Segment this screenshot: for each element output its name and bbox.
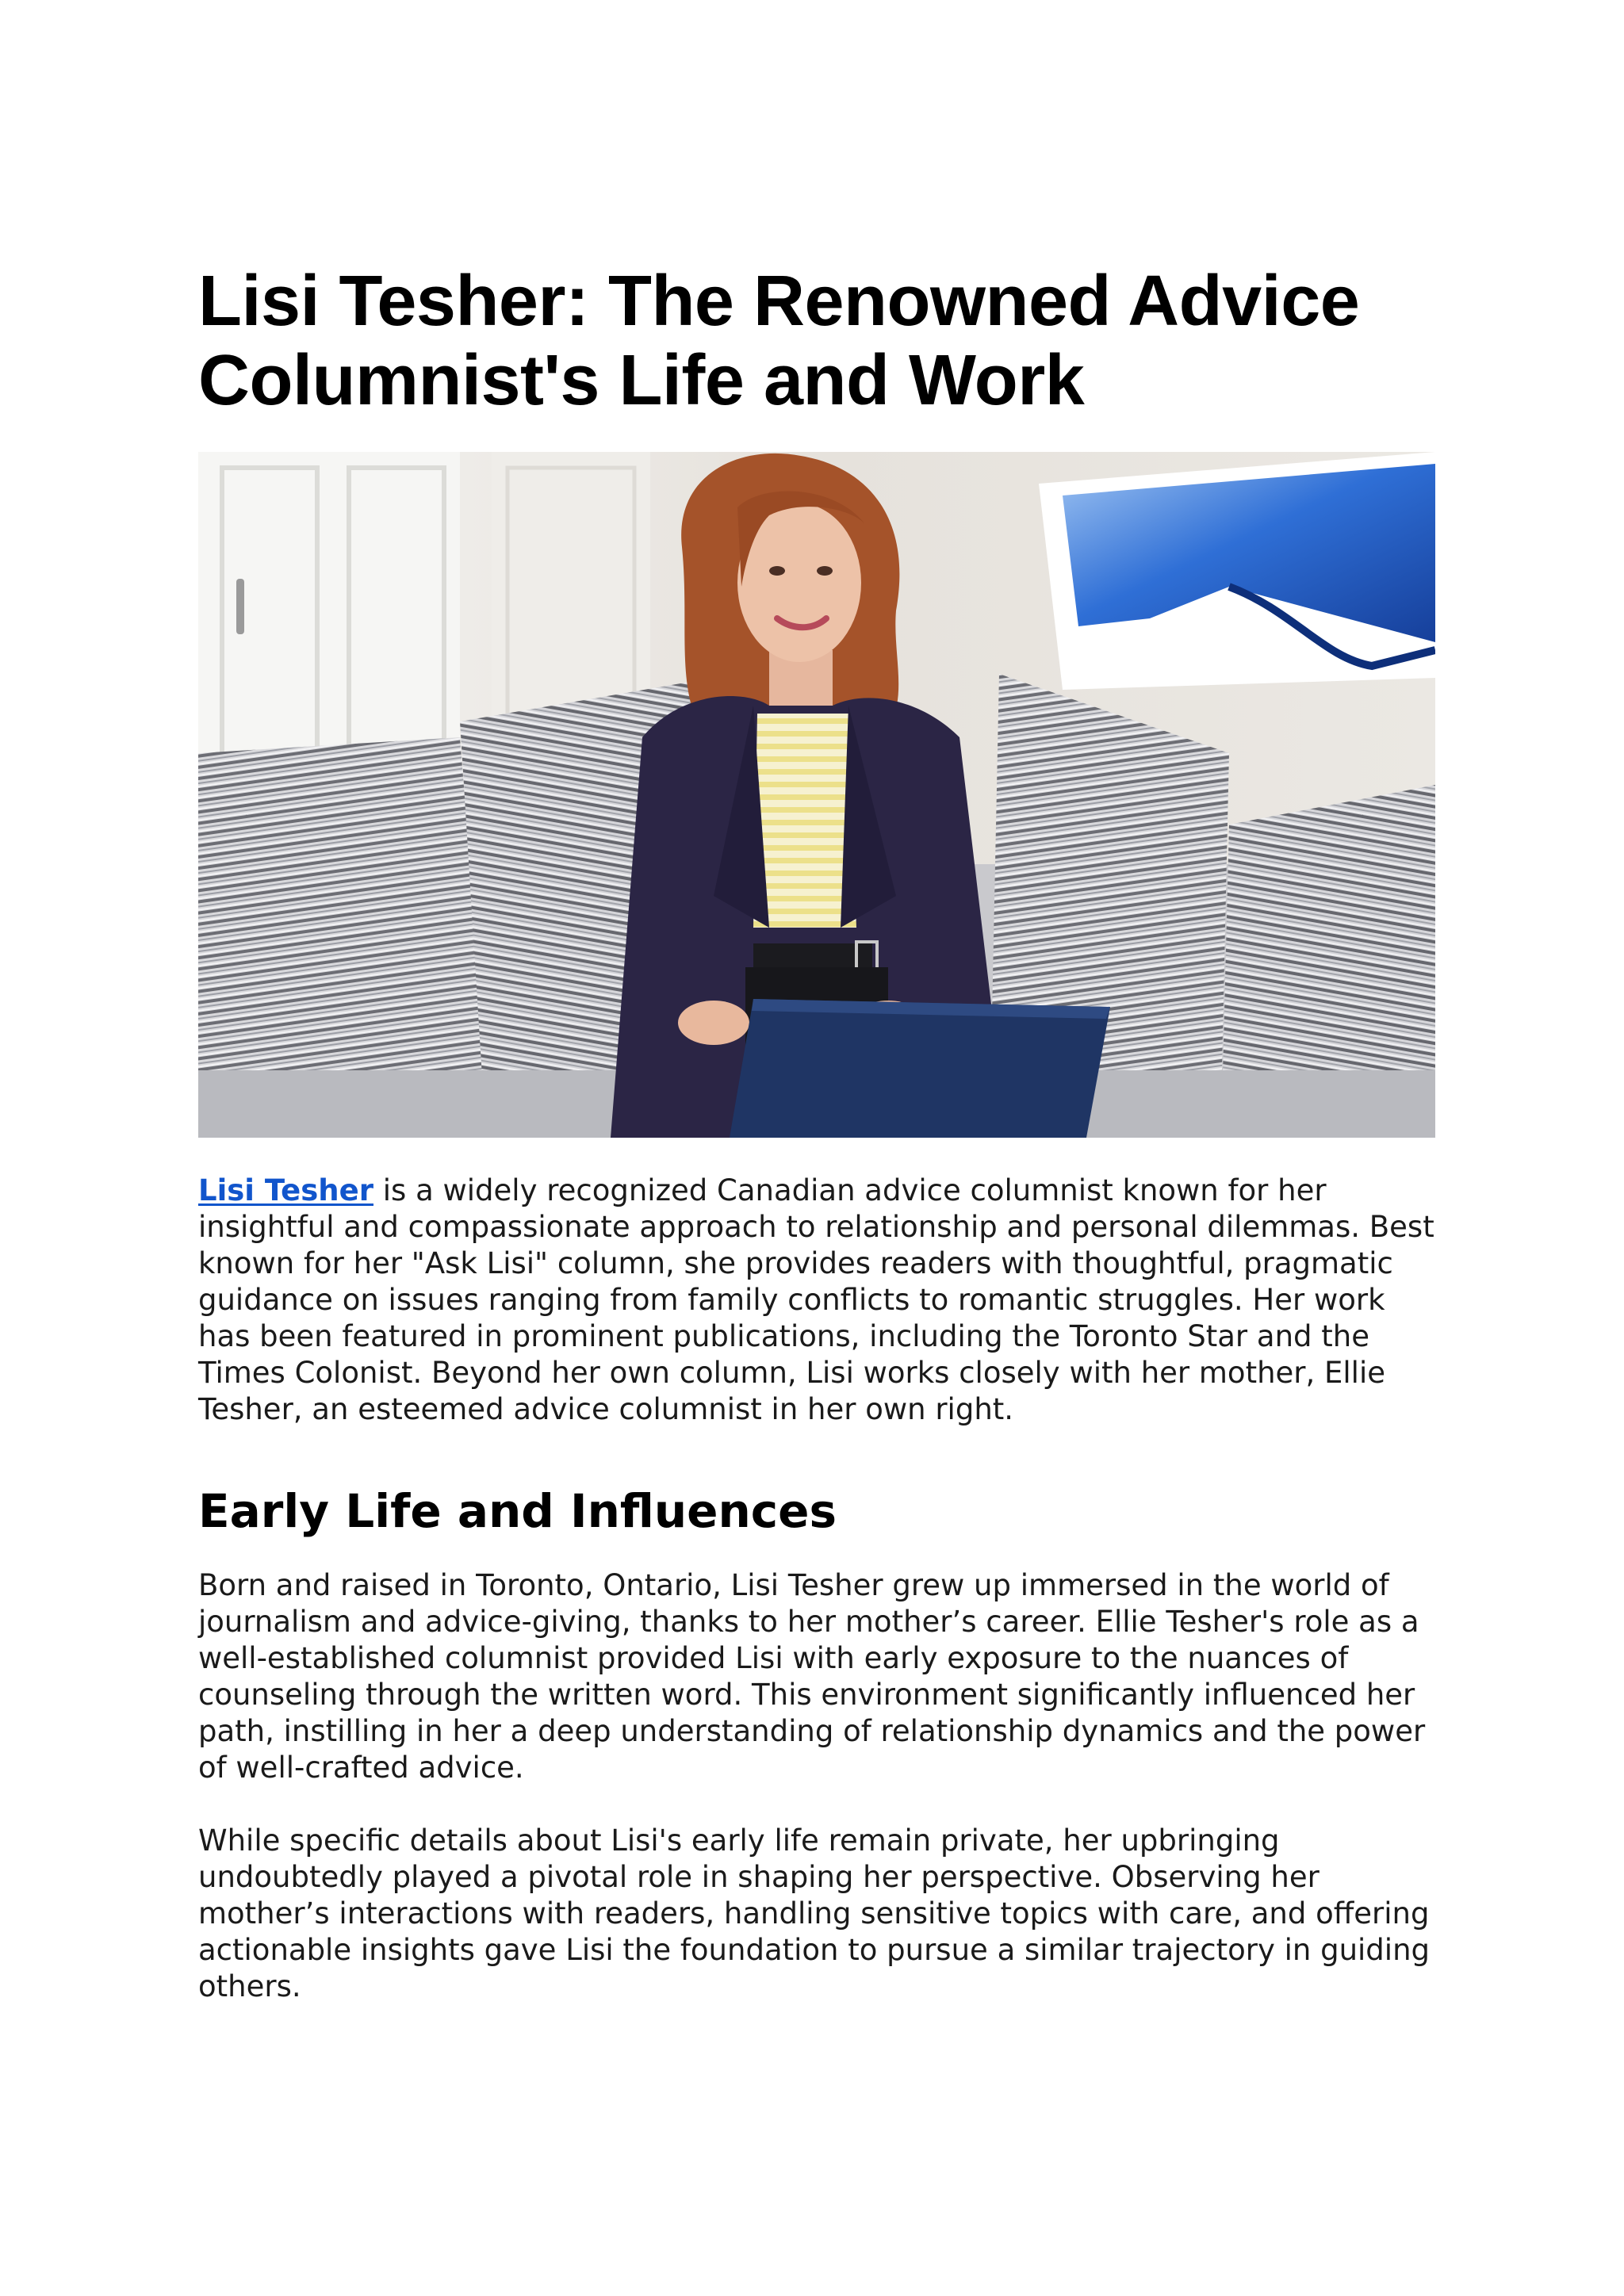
intro-paragraph	[198, 1173, 1435, 1428]
hero-photo	[198, 452, 1435, 1138]
section-paragraph: While specific details about Lisi's early life remain private, her upbringing undoubtedly played a pivotal role in shaping her perspective. Observing her mother’s interactions with readers, handling sensitive topics with care, and offering actionable insights gave Lisi the foundation to pursue a similar trajectory in guiding others.	[198, 1823, 1431, 2003]
article-title: Lisi Tesher: The Renowned Advice Columnist's Life and Work	[198, 262, 1360, 420]
section-paragraph: Born and raised in Toronto, Ontario, Lisi Tesher grew up immersed in the world of journalism and advice-giving, thanks to her mother’s career. Ellie Tesher's role as a well-established columnist provided Lisi with early exposure to the nuances of counseling through the written word. This environment significantly influenced her path, instilling in her a deep understanding of relationship dynamics and the power of well-crafted advice.	[198, 1568, 1426, 1785]
lisi-tesher-link[interactable]: Lisi Tesher	[198, 1173, 373, 1207]
article	[198, 262, 1435, 2042]
section-heading-early-life: Early Life and Influences	[198, 1484, 837, 1538]
intro-text: is a widely recognized Canadian advice columnist known for her insightful and compassionate approach to relationship and personal dilemmas. Best known for her "Ask Lisi" column, she provides readers with thoughtful, pragmatic guidance on issues ranging from family conflicts to romantic struggles. Her work has been featured in prominent publications, including the Toronto Star and the Times Colonist. Beyond her own column, Lisi works closely with her mother, Ellie Tesher, an esteemed advice columnist in her own right.	[198, 1173, 1434, 1426]
portrait-photo-icon	[198, 452, 1435, 1138]
